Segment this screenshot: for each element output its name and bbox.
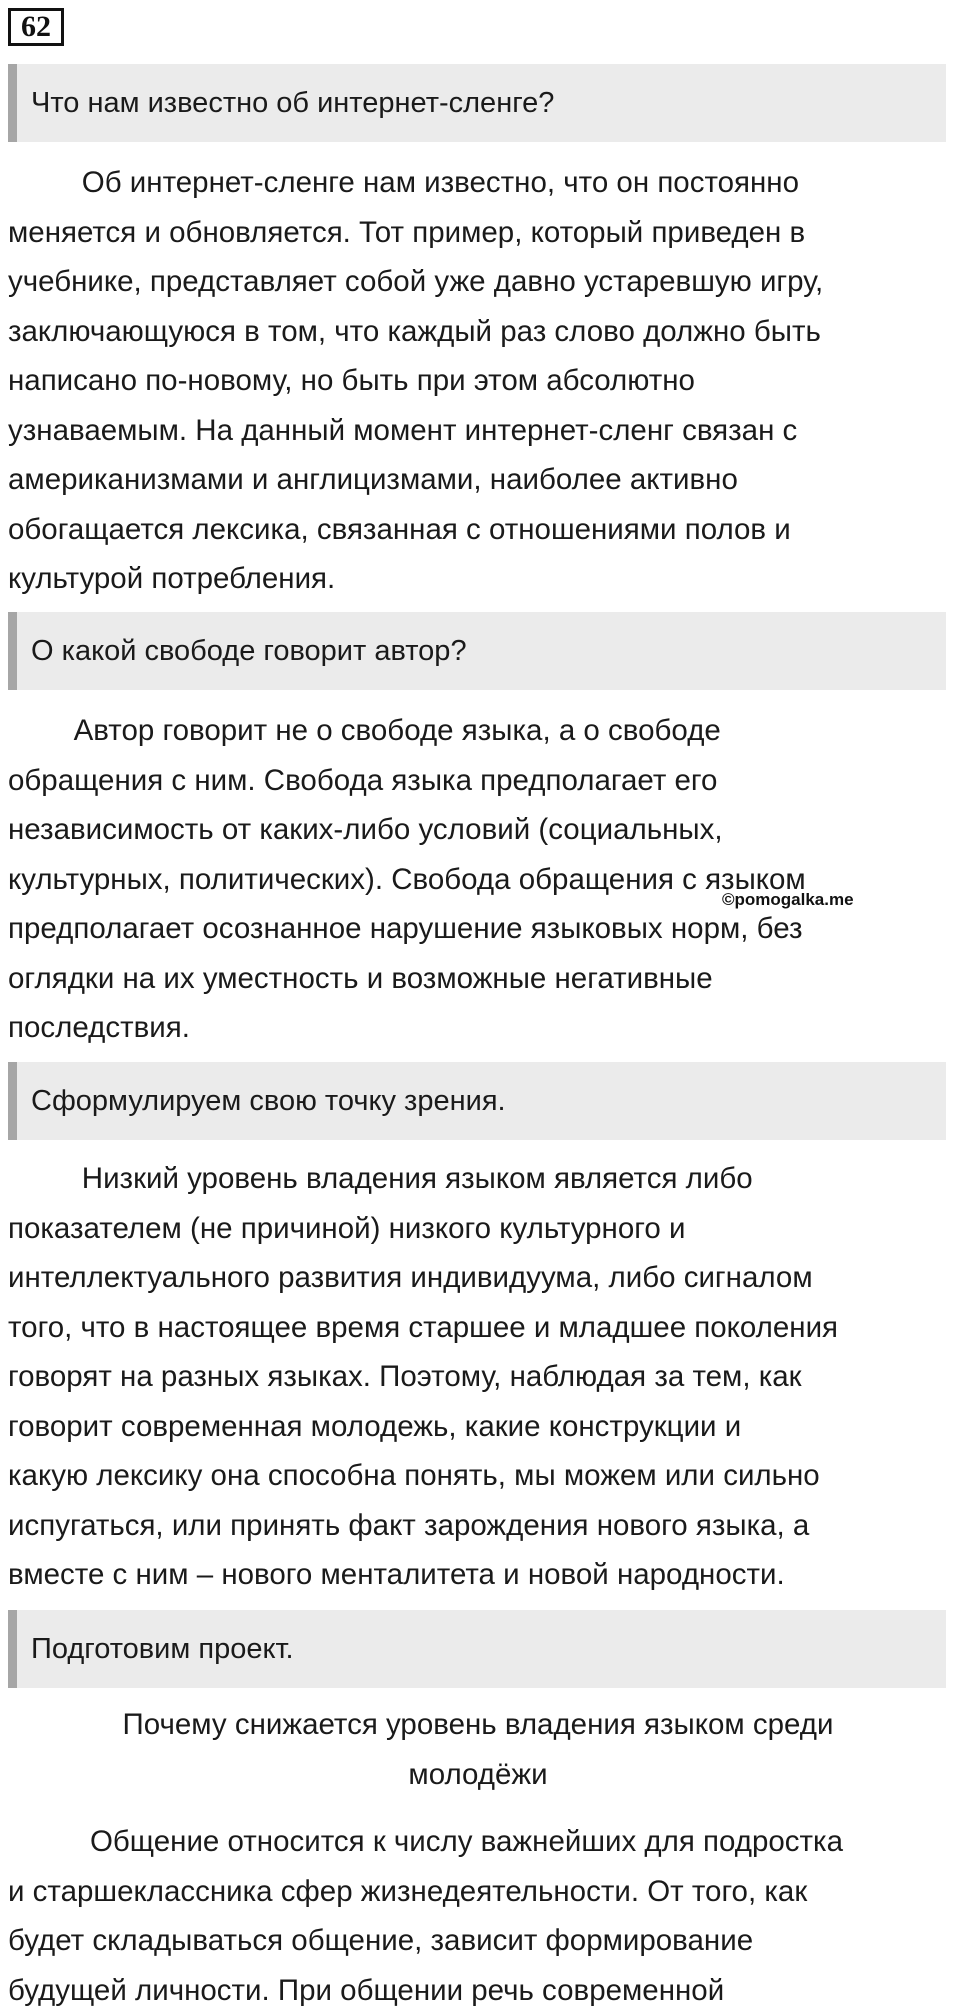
answer-line: Автор говорит не о свободе языка, а о свободе [8,706,948,756]
project-title-line: Почему снижается уровень владения языком среди [8,1700,948,1750]
answer-line: Общение относится к числу важнейших для подростка [8,1817,948,1867]
answer-line: последствия. [8,1003,948,1053]
answer-line: предполагает осознанное нарушение языковых норм, без [8,904,948,954]
answer-line: независимость от каких-либо условий (социальных, [8,805,948,855]
project-title [8,1700,948,1799]
answer-line: узнаваемым. На данный момент интернет-сленг связан с [8,406,948,456]
answer-line: и старшеклассника сфер жизнедеятельности. От того, как [8,1867,948,1917]
answer-line: испугаться, или принять факт зарождения нового языка, а [8,1501,948,1551]
answer-line: показателем (не причиной) низкого культурного и [8,1204,948,1254]
answer-line: будущей личности. При общении речь современной [8,1966,948,2015]
answer-line: американизмами и англицизмами, наиболее активно [8,455,948,505]
question-freedom: О какой свободе говорит автор? [8,612,946,690]
question-project: Подготовим проект. [8,1610,946,1688]
question-internet-slang: Что нам известно об интернет-сленге? [8,64,946,142]
answer-line: обращения с ним. Свобода языка предполагает его [8,756,948,806]
answer-line: будет складываться общение, зависит формирование [8,1916,948,1966]
watermark: ©pomogalka.me [722,890,854,910]
answer-line: написано по-новому, но быть при этом абсолютно [8,356,948,406]
answer-line: говорят на разных языках. Поэтому, наблюдая за тем, как [8,1352,948,1402]
answer-freedom [8,706,948,1053]
answer-line: заключающуюся в том, что каждый раз слово должно быть [8,307,948,357]
answer-line: меняется и обновляется. Тот пример, который приведен в [8,208,948,258]
answer-line: культурных, политических). Свобода обращения с языком [8,855,948,905]
answer-line: какую лексику она способна понять, мы можем или сильно [8,1451,948,1501]
answer-line: обогащается лексика, связанная с отношениями полов и [8,505,948,555]
page-number: 62 [8,8,64,46]
answer-line: учебнике, представляет собой уже давно устаревшую игру, [8,257,948,307]
answer-line: культурой потребления. [8,554,948,604]
answer-point-of-view [8,1154,948,1600]
answer-line: Низкий уровень владения языком является либо [8,1154,948,1204]
answer-line: того, что в настоящее время старшее и младшее поколения [8,1303,948,1353]
answer-line: вместе с ним – нового менталитета и новой народности. [8,1550,948,1600]
answer-line: интеллектуального развития индивидуума, либо сигналом [8,1253,948,1303]
question-point-of-view: Сформулируем свою точку зрения. [8,1062,946,1140]
project-title-line: молодёжи [8,1750,948,1800]
answer-project [8,1817,948,2015]
answer-line: говорит современная молодежь, какие конструкции и [8,1402,948,1452]
answer-line: оглядки на их уместность и возможные негативные [8,954,948,1004]
answer-line: Об интернет-сленге нам известно, что он постоянно [8,158,948,208]
answer-internet-slang [8,158,948,604]
